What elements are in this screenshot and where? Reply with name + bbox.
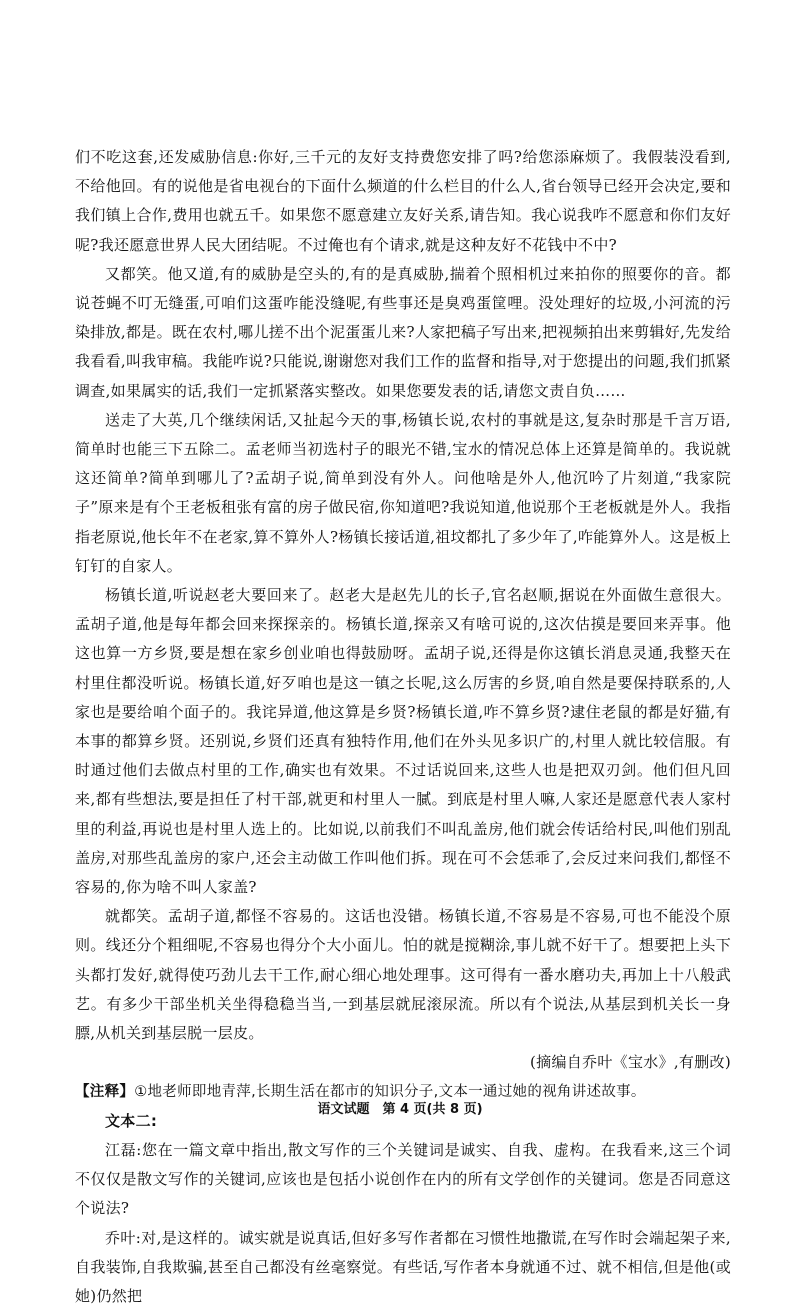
paragraph: 就都笑。孟胡子道,都怪不容易的。这话也没错。杨镇长道,不容易是不容易,可也不能没个原则。线还分个粗细呢,不容易也得分个大小面儿。怕的就是搅糊涂,事儿就不好干了。想要把上头下头都打发好,就得使巧劲儿去干工作,耐心细心地处理事。这可得有一番水磨功夫,再加上十八般武艺。有多少干部坐机关坐得稳稳当当,一到基层就屁滚尿流。所以有个说法,从基层到机关长一身膘,从机关到基层脱一层皮。 [75, 907, 731, 1043]
dialogue-paragraph: 乔叶:对,是这样的。诚实就是说真话,但好多写作者都在习惯性地撒谎,在写作时会端起架子来,自我装饰,自我欺骗,甚至自己都没有丝毫察觉。有些话,写作者本身就通不过、就不相信,但是他(或她)仍然把 [75, 1228, 731, 1305]
paragraph: 们不吃这套,还发威胁信息:你好,三千元的友好支持费您安排了吗?给您添麻烦了。我假装没看到,不给他回。有的说他是省电视台的下面什么频道的什么栏目的什么人,省台领导已经开会决定,要和我们镇上合作,费用也就五千。如果您不愿意建立友好关系,请告知。我心说我咋不愿意和你们友好呢?我还愿意世界人民大团结呢。不过俺也有个请求,就是这种友好不花钱中不中? [75, 148, 731, 254]
dialogue-paragraph: 江磊:您在一篇文章中指出,散文写作的三个关键词是诚实、自我、虚构。在我看来,这三个词不仅仅是散文写作的关键词,应该也是包括小说创作在内的所有文学创作的关键词。您是否同意这个说法? [75, 1140, 731, 1218]
paragraph: 又都笑。他又道,有的威胁是空头的,有的是真威胁,揣着个照相机过来拍你的照要你的音。都说苍蝇不叮无缝蛋,可咱们这蛋咋能没缝呢,有些事还是臭鸡蛋筐哩。没处理好的垃圾,小河流的污染排放,都是。既在农村,哪儿搓不出个泥蛋蛋儿来?人家把稿子写出来,把视频拍出来剪辑好,先发给我看看,叫我审稿。我能咋说?只能说,谢谢您对我们工作的监督和指导,对于您提出的问题,我们抓紧调查,如果属实的话,我们一定抓紧落实整改。如果您要发表的话,请您文责自负…… [75, 264, 731, 400]
text2-heading: 文本二: [105, 1111, 158, 1130]
annotation-label: 【注释】 [75, 1083, 135, 1100]
text1-body [75, 143, 731, 1311]
page-footer: 语文试题 第 4 页(共 8 页) [317, 1102, 483, 1117]
source-citation: (摘编自乔叶《宝水》,有删改) [530, 1053, 731, 1072]
annotation-text: ①地老师即地青萍,长期生活在都市的知识分子,文本一通过她的视角讲述故事。 [134, 1083, 646, 1100]
paragraph: 送走了大英,几个继续闲话,又扯起今天的事,杨镇长说,农村的事就是这,复杂时那是千言万语,简单时也能三下五除二。孟老师当初选村子的眼光不错,宝水的情况总体上还算是简单的。我说就这还简单?简单到哪儿了?孟胡子说,简单到没有外人。问他啥是外人,他沉吟了片刻道,“我家院子”原来是有个王老板租张有富的房子做民宿,你知道吧?我说知道,他说那个王老板就是外人。我指指老原说,他长年不在老家,算不算外人?杨镇长接话道,祖坟都扎了多少年了,咋能算外人。这是板上钉钉的自家人。 [75, 410, 731, 575]
paragraph: 杨镇长道,听说赵老大要回来了。赵老大是赵先儿的长子,官名赵顺,据说在外面做生意很大。孟胡子道,他是每年都会回来探探亲的。杨镇长道,探亲又有啥可说的,这次估摸是要回来弄事。他这也算一方乡贤,要是想在家乡创业咱也得鼓励呀。孟胡子说,还得是你这镇长消息灵通,我整天在村里住都没听说。杨镇长道,好歹咱也是这一镇之长呢,这么厉害的乡贤,咱自然是要保持联系的,人家也是要给咱个面子的。我诧异道,他这算是乡贤?杨镇长道,咋不算乡贤?逮住老鼠的都是好猫,有本事的都算乡贤。还别说,乡贤们还真有独特作用,他们在外头见多识广的,村里人就比较信服。有时通过他们去做点村里的工作,确实也有效果。不过话说回来,这些人也是把双刃剑。他们但凡回来,都有些想法,要是担任了村干部,就更和村里人一膩。到底是村里人嘛,人家还是愿意代表人家村里的利益,再说也是村里人选上的。比如说,以前我们不叫乱盖房,他们就会传话给村民,叫他们别乱盖房,对那些乱盖房的家户,还会主动做工作叫他们拆。现在可不会恁乖了,会反过来问我们,都怪不容易的,你为啥不叫人家盖? [75, 586, 731, 897]
